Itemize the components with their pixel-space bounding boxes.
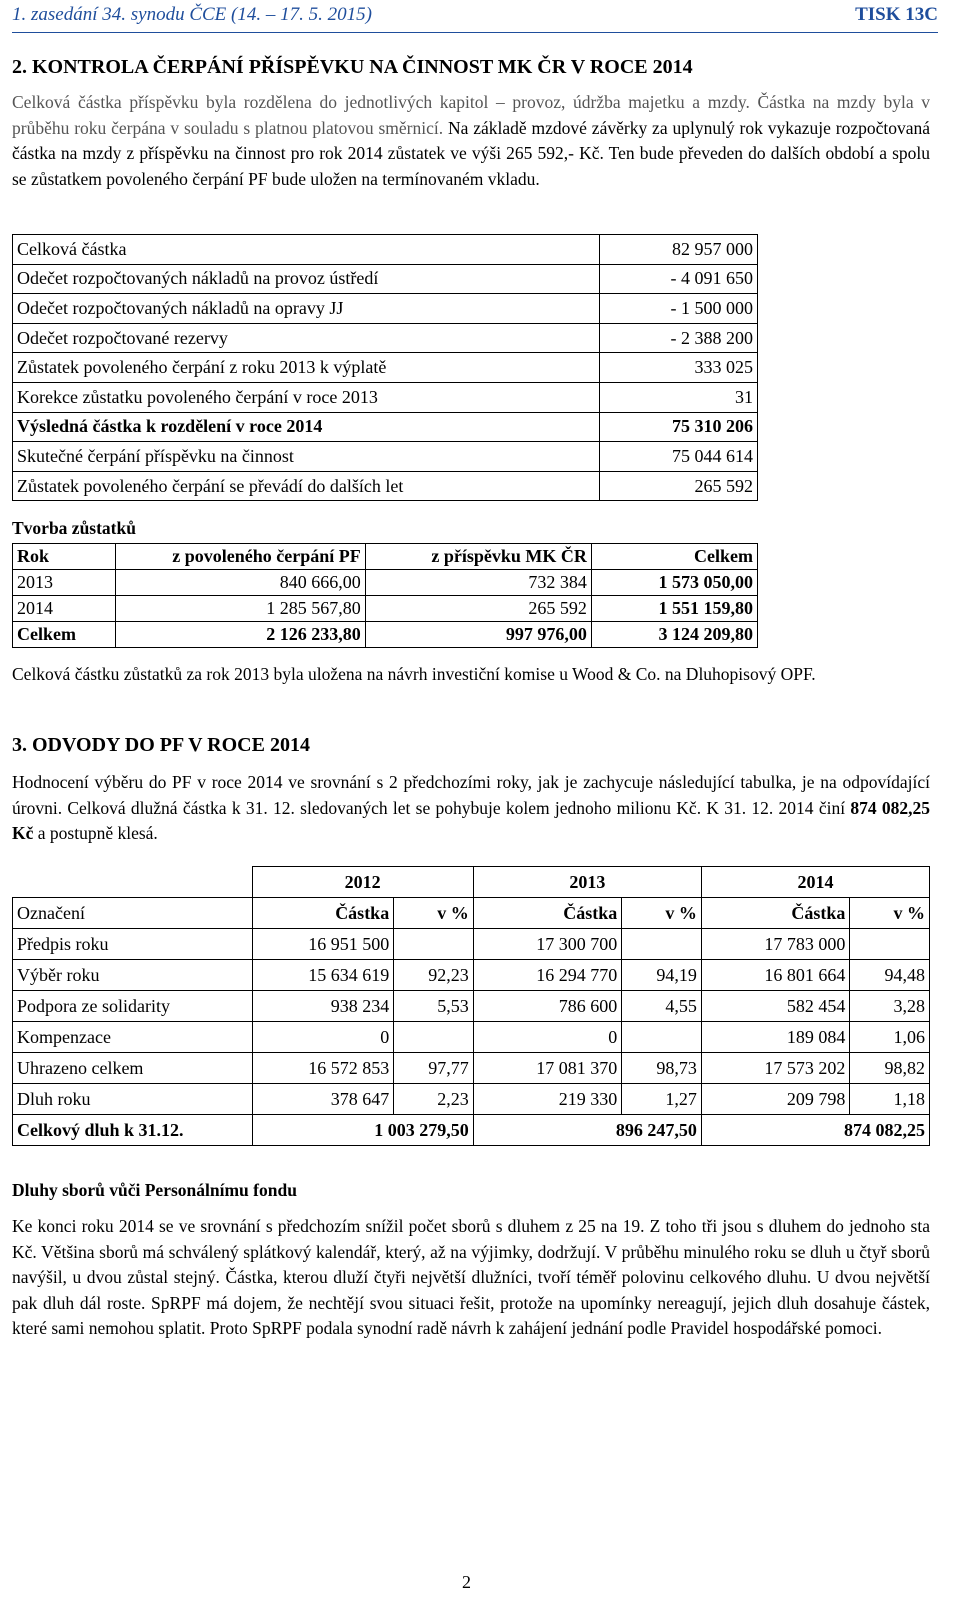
- row-label: Celkový dluh k 31.12.: [13, 1115, 253, 1146]
- table-row: [13, 442, 758, 472]
- year-header: 2013: [473, 867, 701, 898]
- section3-para-a: Hodnocení výběru do PF v roce 2014 ve srovnání s 2 předchozími roky, jak je zachycuje následující tabulka, je na odpovídající úrovni. Celková dlužná částka k 31. 12. sledovaných let se pohybuje kolem jednoho milionu Kč. K 31. 12. 2014 činí: [12, 772, 930, 818]
- page-number: 2: [462, 1572, 471, 1592]
- table-cell: [394, 929, 474, 960]
- table-cell: 15 634 619: [252, 960, 394, 991]
- table-cell: 16 801 664: [701, 960, 849, 991]
- table-cell: 3 124 209,80: [591, 622, 757, 648]
- table-cell: Uhrazeno celkem: [13, 1053, 253, 1084]
- table-cell: 1 285 567,80: [115, 596, 365, 622]
- table-cell: 98,82: [850, 1053, 930, 1084]
- table-row: [13, 382, 758, 412]
- total-debt-row: [13, 1115, 930, 1146]
- section3-title: 3. ODVODY DO PF V ROCE 2014: [12, 734, 310, 756]
- header-print-number: TISK 13C: [855, 4, 938, 25]
- table-cell: 2,23: [394, 1084, 474, 1115]
- row-value: 75 044 614: [600, 442, 758, 472]
- page-header: [12, 4, 938, 28]
- table-row: [13, 991, 930, 1022]
- table-cell: 1 551 159,80: [591, 596, 757, 622]
- table-cell: 3,28: [850, 991, 930, 1022]
- section3-paragraph: [12, 770, 930, 847]
- table-row: [13, 929, 930, 960]
- row-label: Celková částka: [13, 235, 600, 265]
- header-session: 1. zasedání 34. synodu ČCE (14. – 17. 5. 2015): [12, 4, 372, 25]
- table-cell: 17 081 370: [473, 1053, 621, 1084]
- row-label: Zůstatek povoleného čerpání z roku 2013 k výplatě: [13, 353, 600, 383]
- column-header: v %: [622, 898, 702, 929]
- table-cell: 938 234: [252, 991, 394, 1022]
- table-header-row: [13, 544, 758, 570]
- table-cell: Výběr roku: [13, 960, 253, 991]
- table-cell: Dluh roku: [13, 1084, 253, 1115]
- table-cell: 189 084: [701, 1022, 849, 1053]
- column-header: z příspěvku MK ČR: [365, 544, 591, 570]
- table-cell: 1,27: [622, 1084, 702, 1115]
- section3-para-c: a postupně klesá.: [33, 823, 158, 843]
- table-cell: [850, 929, 930, 960]
- table-row: [13, 353, 758, 383]
- row-label: Skutečné čerpání příspěvku na činnost: [13, 442, 600, 472]
- table-cell: 1 573 050,00: [591, 570, 757, 596]
- section3-para-bold: 874 082,25 Kč: [12, 797, 930, 843]
- table-cell: 997 976,00: [365, 622, 591, 648]
- row-label: Zůstatek povoleného čerpání se převádí do dalších let: [13, 471, 600, 501]
- table-cell: 1,06: [850, 1022, 930, 1053]
- section2-paragraph-2: Celková částku zůstatků za rok 2013 byla uložena na návrh investiční komise u Wood & Co. na Dluhopisový OPF.: [12, 664, 816, 684]
- row-value: - 4 091 650: [600, 264, 758, 294]
- row-value: 75 310 206: [600, 412, 758, 442]
- table-cell: 2013: [13, 570, 116, 596]
- table-cell: 732 384: [365, 570, 591, 596]
- table-cell: 4,55: [622, 991, 702, 1022]
- table-cell: 209 798: [701, 1084, 849, 1115]
- column-header-row: [13, 898, 930, 929]
- table-cell: [622, 1022, 702, 1053]
- column-header: Celkem: [591, 544, 757, 570]
- table-cell: 1,18: [850, 1084, 930, 1115]
- table-cell: 378 647: [252, 1084, 394, 1115]
- table-row: [13, 412, 758, 442]
- table-cell: 16 294 770: [473, 960, 621, 991]
- table-cell: 265 592: [365, 596, 591, 622]
- table-cell: 219 330: [473, 1084, 621, 1115]
- column-header: v %: [850, 898, 930, 929]
- table-cell: 5,53: [394, 991, 474, 1022]
- row-value: - 1 500 000: [600, 294, 758, 324]
- year-header: 2012: [252, 867, 473, 898]
- table-cell: Předpis roku: [13, 929, 253, 960]
- table-cell: 2014: [13, 596, 116, 622]
- header-rule: [12, 32, 938, 33]
- section2-para1-a: Celková částka příspěvku byla rozdělena do jednotlivých kapitol – provoz, údržba majetku a mzdy. Částka na mzdy byla v průběhu roku čerpána v souladu s platnou platovou směrnicí.: [12, 92, 930, 138]
- table-row: [13, 323, 758, 353]
- row-value: 265 592: [600, 471, 758, 501]
- table-cell: 786 600: [473, 991, 621, 1022]
- column-header: Částka: [473, 898, 621, 929]
- column-header: Rok: [13, 544, 116, 570]
- balance-table: [12, 543, 758, 648]
- allocation-table: [12, 234, 758, 501]
- section2-title: 2. KONTROLA ČERPÁNÍ PŘÍSPĚVKU NA ČINNOST MK ČR V ROCE 2014: [12, 56, 693, 78]
- year-header: 2014: [701, 867, 929, 898]
- table-cell: 17 783 000: [701, 929, 849, 960]
- section2-paragraph: [12, 90, 930, 192]
- column-header: Částka: [252, 898, 394, 929]
- column-header: v %: [394, 898, 474, 929]
- table-cell: Podpora ze solidarity: [13, 991, 253, 1022]
- table-cell: Kompenzace: [13, 1022, 253, 1053]
- table-row: [13, 596, 758, 622]
- dluhy-title: Dluhy sborů vůči Personálnímu fondu: [12, 1180, 297, 1200]
- blank-cell: [13, 867, 253, 898]
- table-row: [13, 1022, 930, 1053]
- row-label: Odečet rozpočtovaných nákladů na provoz ústředí: [13, 264, 600, 294]
- year-header-row: [13, 867, 930, 898]
- table-row: [13, 235, 758, 265]
- table-cell: 0: [473, 1022, 621, 1053]
- table-cell: 98,73: [622, 1053, 702, 1084]
- row-label: Korekce zůstatku povoleného čerpání v roce 2013: [13, 382, 600, 412]
- row-label: Odečet rozpočtované rezervy: [13, 323, 600, 353]
- table-row: [13, 1053, 930, 1084]
- table-cell: 840 666,00: [115, 570, 365, 596]
- section2-para1-b: Na základě mzdové závěrky za uplynulý rok vykazuje rozpočtovaná částka na mzdy z příspěvku na činnost pro rok 2014 zůstatek ve výši 265 592,- Kč. Ten bude převeden do dalších období a spolu se zůstatkem povoleného čerpání PF bude uložen na termínovaném vkladu.: [12, 117, 931, 189]
- table-cell: Celkem: [13, 622, 116, 648]
- table-row: [13, 294, 758, 324]
- tvorba-title: Tvorba zůstatků: [12, 518, 136, 538]
- table-cell: 94,48: [850, 960, 930, 991]
- table-cell: 17 300 700: [473, 929, 621, 960]
- row-label: Odečet rozpočtovaných nákladů na opravy JJ: [13, 294, 600, 324]
- row-value: - 2 388 200: [600, 323, 758, 353]
- table-cell: 94,19: [622, 960, 702, 991]
- table-cell: [622, 929, 702, 960]
- table-row: [13, 960, 930, 991]
- table-cell: 17 573 202: [701, 1053, 849, 1084]
- table-row: [13, 570, 758, 596]
- row-value: 82 957 000: [600, 235, 758, 265]
- table-row: [13, 264, 758, 294]
- table-cell: 92,23: [394, 960, 474, 991]
- contributions-table: [12, 866, 930, 1146]
- column-header: Částka: [701, 898, 849, 929]
- table-cell: 2 126 233,80: [115, 622, 365, 648]
- table-cell: 16 951 500: [252, 929, 394, 960]
- row-value: 31: [600, 382, 758, 412]
- table-cell: 1 003 279,50: [252, 1115, 473, 1146]
- table-cell: [394, 1022, 474, 1053]
- row-value: 333 025: [600, 353, 758, 383]
- row-label: Výsledná částka k rozdělení v roce 2014: [13, 412, 600, 442]
- table-cell: 16 572 853: [252, 1053, 394, 1084]
- table-cell: 896 247,50: [473, 1115, 701, 1146]
- table-cell: 0: [252, 1022, 394, 1053]
- table-row: [13, 622, 758, 648]
- table-cell: 97,77: [394, 1053, 474, 1084]
- table-row: [13, 471, 758, 501]
- column-header: z povoleného čerpání PF: [115, 544, 365, 570]
- table-cell: 874 082,25: [701, 1115, 929, 1146]
- table-row: [13, 1084, 930, 1115]
- table-cell: 582 454: [701, 991, 849, 1022]
- dluhy-paragraph: Ke konci roku 2014 se ve srovnání s předchozím snížil počet sborů s dluhem z 25 na 19. Z toho tři jsou s dluhem do jednoho sta Kč. Většina sborů má schválený splátkový kalendář, který, až na výjimky, dodržují. V průběhu minulého roku se dluh u čtyř sborů navýšil, u dvou zůstal stejný. Částka, kterou dluží čtyři největší dlužníci, tvoří téměř polovinu celkového dluhu. U dvou největší pak dluh dál roste. SpRPF má dojem, že nechtějí svou situaci řešit, protože na upomínky nereagují, jejich dluh dosahuje částek, které sami nemohou splatit. Proto SpRPF podala synodní radě návrh k zahájení jednání podle Pravidel hospodářské pomoci.: [12, 1216, 930, 1338]
- column-header: Označení: [13, 898, 253, 929]
